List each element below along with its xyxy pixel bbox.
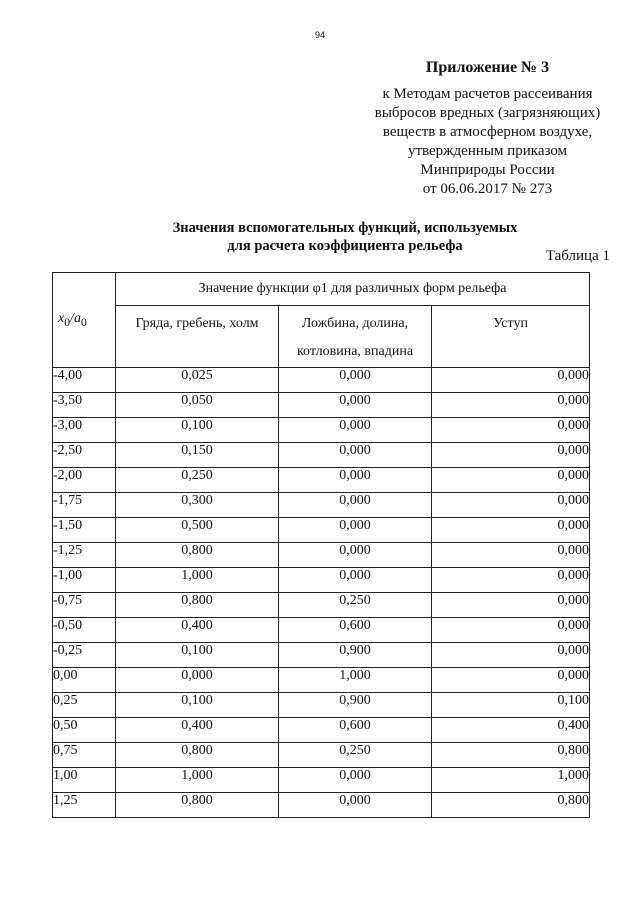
table-row (53, 368, 590, 393)
cell-ledge-value: 0,000 (432, 443, 590, 468)
table-body (53, 368, 590, 818)
appendix-line: утвержденным приказом (407, 143, 568, 159)
table-row (53, 593, 590, 618)
appendix-line: к Методам расчетов рассеивания (382, 86, 593, 102)
cell-x-ratio: -4,00 (53, 368, 116, 393)
table-row (53, 493, 590, 518)
cell-hollow-value: 0,000 (279, 518, 432, 543)
document-title-line: Значения вспомогательных функций, используемых (172, 220, 518, 236)
cell-ledge-value: 0,100 (432, 693, 590, 718)
cell-ridge-value: 1,000 (116, 568, 279, 593)
cell-ridge-value: 0,150 (116, 443, 279, 468)
cell-ridge-value: 0,800 (116, 593, 279, 618)
cell-hollow-value: 0,900 (279, 693, 432, 718)
column-header-hollow: Ложбина, долина, котловина, впадина (279, 306, 432, 368)
cell-ledge-value: 0,000 (432, 418, 590, 443)
table-row (53, 418, 590, 443)
table-row (53, 518, 590, 543)
cell-hollow-value: 0,000 (279, 493, 432, 518)
cell-x-ratio: 0,75 (53, 743, 116, 768)
cell-ledge-value: 0,000 (432, 393, 590, 418)
cell-ridge-value: 0,000 (116, 668, 279, 693)
table-caption: Таблица 1 (545, 248, 610, 264)
table-row (53, 668, 590, 693)
cell-x-ratio: -0,25 (53, 643, 116, 668)
cell-ridge-value: 0,100 (116, 693, 279, 718)
cell-x-ratio: -1,00 (53, 568, 116, 593)
cell-ledge-value: 0,000 (432, 468, 590, 493)
cell-ridge-value: 1,000 (116, 768, 279, 793)
cell-ledge-value: 0,000 (432, 568, 590, 593)
cell-hollow-value: 0,600 (279, 618, 432, 643)
table-row (53, 693, 590, 718)
cell-ledge-value: 0,400 (432, 718, 590, 743)
cell-x-ratio: -1,75 (53, 493, 116, 518)
cell-x-ratio: -3,50 (53, 393, 116, 418)
cell-x-ratio: -2,00 (53, 468, 116, 493)
document-title (110, 219, 580, 255)
cell-hollow-value: 0,900 (279, 643, 432, 668)
cell-hollow-value: 0,250 (279, 743, 432, 768)
appendix-line: веществ в атмосферном воздухе, (382, 124, 593, 140)
table-row (53, 543, 590, 568)
cell-hollow-value: 0,000 (279, 568, 432, 593)
table-row (53, 643, 590, 668)
table-row (53, 618, 590, 643)
cell-ledge-value: 0,000 (432, 668, 590, 693)
cell-ledge-value: 0,000 (432, 618, 590, 643)
cell-x-ratio: 1,25 (53, 793, 116, 818)
cell-ridge-value: 0,100 (116, 418, 279, 443)
cell-ridge-value: 0,500 (116, 518, 279, 543)
table-row (53, 568, 590, 593)
cell-x-ratio: 1,00 (53, 768, 116, 793)
cell-ridge-value: 0,025 (116, 368, 279, 393)
cell-ridge-value: 0,300 (116, 493, 279, 518)
appendix-line: выбросов вредных (загрязняющих) (374, 105, 601, 121)
cell-ridge-value: 0,400 (116, 718, 279, 743)
cell-hollow-value: 0,250 (279, 593, 432, 618)
cell-hollow-value: 0,000 (279, 418, 432, 443)
cell-x-ratio: 0,00 (53, 668, 116, 693)
cell-ledge-value: 0,000 (432, 368, 590, 393)
appendix-title: Приложение № 3 (425, 59, 550, 76)
cell-ridge-value: 0,800 (116, 543, 279, 568)
table-row (53, 468, 590, 493)
cell-ledge-value: 0,000 (432, 518, 590, 543)
relief-coefficient-table (52, 272, 590, 818)
appendix-line: от 06.06.2017 № 273 (422, 181, 553, 197)
table-row (53, 718, 590, 743)
cell-ledge-value: 0,000 (432, 593, 590, 618)
cell-x-ratio: 0,25 (53, 693, 116, 718)
cell-ridge-value: 0,250 (116, 468, 279, 493)
appendix-block (345, 58, 630, 199)
cell-ledge-value: 0,000 (432, 643, 590, 668)
cell-hollow-value: 0,000 (279, 443, 432, 468)
function-group-header: Значение функции φ1 для различных форм рельефа (116, 273, 590, 306)
x-ratio-header: $x_0/a_0$ (53, 273, 116, 368)
cell-hollow-value: 0,000 (279, 793, 432, 818)
document-title-line: для расчета коэффициента рельефа (227, 238, 463, 254)
cell-hollow-value: 0,000 (279, 768, 432, 793)
appendix-line: Минприроды России (420, 162, 555, 178)
table-row (53, 768, 590, 793)
cell-ridge-value: 0,800 (116, 743, 279, 768)
page-number: 94 (314, 30, 325, 40)
column-header-ridge: Гряда, гребень, холм (116, 306, 279, 368)
cell-x-ratio: -1,25 (53, 543, 116, 568)
cell-x-ratio: -1,50 (53, 518, 116, 543)
cell-hollow-value: 0,000 (279, 368, 432, 393)
cell-ridge-value: 0,800 (116, 793, 279, 818)
cell-hollow-value: 0,600 (279, 718, 432, 743)
cell-x-ratio: -0,50 (53, 618, 116, 643)
table-row (53, 393, 590, 418)
cell-hollow-value: 1,000 (279, 668, 432, 693)
cell-hollow-value: 0,000 (279, 468, 432, 493)
cell-ridge-value: 0,400 (116, 618, 279, 643)
column-header-ledge: Уступ (432, 306, 590, 368)
cell-x-ratio: -3,00 (53, 418, 116, 443)
cell-ridge-value: 0,050 (116, 393, 279, 418)
cell-hollow-value: 0,000 (279, 543, 432, 568)
cell-x-ratio: 0,50 (53, 718, 116, 743)
cell-ledge-value: 0,000 (432, 543, 590, 568)
table-row (53, 793, 590, 818)
cell-ledge-value: 1,000 (432, 768, 590, 793)
cell-ridge-value: 0,100 (116, 643, 279, 668)
cell-ledge-value: 0,800 (432, 793, 590, 818)
cell-ledge-value: 0,800 (432, 743, 590, 768)
table-row (53, 743, 590, 768)
cell-x-ratio: -0,75 (53, 593, 116, 618)
cell-hollow-value: 0,000 (279, 393, 432, 418)
cell-x-ratio: -2,50 (53, 443, 116, 468)
cell-ledge-value: 0,000 (432, 493, 590, 518)
table-row (53, 443, 590, 468)
